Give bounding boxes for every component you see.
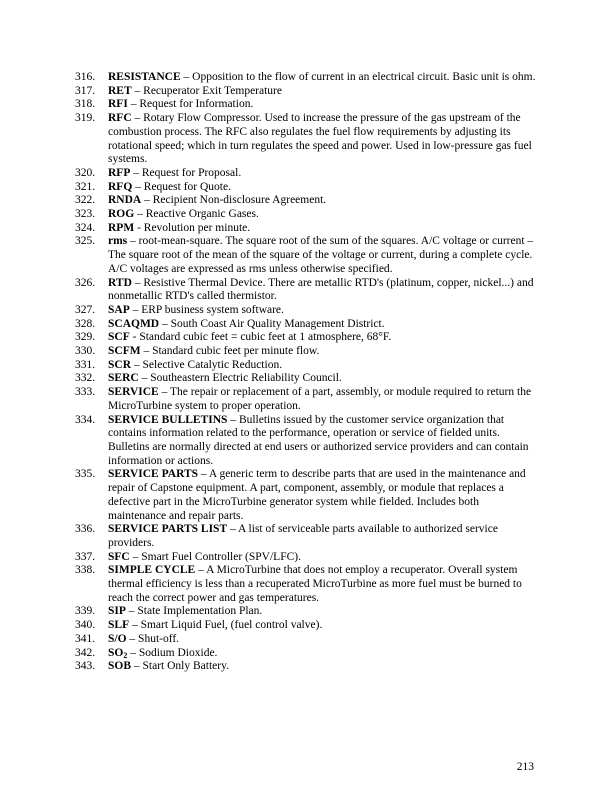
glossary-entry	[75, 605, 538, 619]
entry-term-text: RNDA	[108, 194, 142, 207]
entry-term	[108, 523, 227, 535]
glossary-entry	[75, 221, 538, 236]
entry-term-text: SO	[108, 646, 124, 659]
entry-term-subscript: 2	[123, 650, 128, 660]
entry-definition: - Standard cubic feet = cubic feet at 1 atmosphere, 68°F.	[129, 331, 392, 344]
entry-term	[108, 235, 127, 247]
glossary-entry	[75, 112, 538, 167]
entry-definition: – Request for Quote.	[132, 180, 231, 193]
entry-term-text: SERVICE BULLETINS	[108, 413, 228, 426]
entry-term-text: RPM	[108, 221, 135, 234]
glossary-entry	[75, 317, 538, 332]
entry-number: 326.	[75, 276, 96, 289]
entry-term	[108, 647, 127, 659]
entry-term-text: RTD	[108, 276, 132, 289]
glossary-entry	[75, 550, 538, 565]
entry-definition: – Recipient Non-disclosure Agreement.	[141, 194, 327, 207]
entry-term-text: SIMPLE CYCLE	[108, 564, 196, 577]
entry-number: 332.	[75, 372, 96, 385]
glossary-entry	[75, 660, 538, 674]
entry-term-text: RFI	[108, 98, 128, 111]
glossary-entry	[75, 71, 538, 85]
entry-term-text: SFC	[108, 550, 130, 563]
glossary-entry	[75, 208, 538, 222]
glossary-entry	[75, 632, 538, 647]
entry-term-text: SAP	[108, 303, 130, 316]
entry-term-text: SCF	[108, 331, 130, 344]
entry-definition: – Smart Liquid Fuel, (fuel control valve).	[129, 619, 323, 632]
entry-definition: – Selective Catalytic Reduction.	[131, 358, 283, 371]
entry-number: 317.	[75, 84, 96, 97]
entry-definition: – Shut-off.	[126, 632, 180, 645]
entry-number: 321.	[75, 180, 96, 193]
entry-number: 330.	[75, 345, 96, 358]
entry-number: 335.	[75, 468, 96, 481]
entry-term-text: SERVICE PARTS LIST	[108, 523, 228, 536]
entry-number: 343.	[75, 660, 96, 673]
entry-term	[108, 98, 128, 110]
page-number: 213	[516, 761, 534, 773]
entry-term	[108, 181, 132, 193]
entry-term-text: RFP	[108, 166, 131, 179]
entry-term	[108, 660, 131, 672]
entry-number: 339.	[75, 605, 96, 618]
entry-term-text: RESISTANCE	[108, 71, 181, 83]
entry-number: 328.	[75, 317, 96, 330]
entry-term-text: SERVICE	[108, 386, 159, 399]
entry-term	[108, 318, 159, 330]
entry-number: 318.	[75, 98, 96, 111]
glossary-list	[75, 71, 538, 674]
entry-definition: – root-mean-square. The square root of the sum of the squares. A/C voltage or current – The square root of the mean of the square of the voltage or current, during a complete cycle. A/C voltages are expressed as rms unless otherwise specified.	[108, 235, 534, 275]
glossary-entry	[75, 166, 538, 181]
entry-definition: – Start Only Battery.	[131, 660, 229, 673]
entry-definition: – Standard cubic feet per minute flow.	[140, 345, 320, 358]
entry-definition: – Reactive Organic Gases.	[134, 208, 259, 221]
entry-term-text: SIP	[108, 605, 126, 618]
entry-term	[108, 277, 132, 289]
entry-number: 333.	[75, 386, 96, 399]
entry-term-text: SCAQMD	[108, 317, 160, 330]
entry-number: 340.	[75, 619, 96, 632]
entry-term	[108, 167, 130, 179]
entry-number: 338.	[75, 564, 96, 577]
glossary-entry	[75, 619, 538, 633]
entry-term-text: ROG	[108, 208, 135, 221]
entry-term-text: SOB	[108, 660, 132, 673]
entry-term-text: SCR	[108, 358, 132, 371]
entry-number: 325.	[75, 235, 96, 248]
entry-term-text: SCFM	[108, 345, 141, 358]
glossary-entry	[75, 358, 538, 373]
entry-number: 342.	[75, 646, 96, 659]
entry-term	[108, 551, 130, 563]
glossary-entry	[75, 303, 538, 318]
entry-term	[108, 359, 131, 371]
entry-definition: – A list of serviceable parts available to authorized service providers.	[108, 523, 498, 549]
entry-number: 337.	[75, 550, 96, 563]
entry-term	[108, 414, 227, 426]
glossary-entry	[75, 331, 538, 345]
entry-definition: – Request for Proposal.	[130, 166, 242, 179]
entry-term	[108, 112, 132, 124]
entry-definition: – A generic term to describe parts that are used in the maintenance and repair of Capstone equipment. A part, component, assembly, or module that replaces a defective part in the MicroTurbine generator system while fielded. Includes both maintenance and repair parts.	[108, 468, 526, 522]
entry-term	[108, 386, 159, 398]
glossary-entry	[75, 235, 538, 276]
glossary-entry	[75, 372, 538, 386]
entry-number: 322.	[75, 194, 96, 207]
glossary-entry	[75, 564, 538, 605]
glossary-entry	[75, 345, 538, 359]
entry-number: 324.	[75, 221, 96, 234]
entry-definition: – Smart Fuel Controller (SPV/LFC).	[129, 550, 301, 563]
entry-definition: – A MicroTurbine that does not employ a recuperator. Overall system thermal efficiency is less than a recuperated MicroTurbine as more fuel must be burned to reach the correct power and gas temperatures.	[108, 564, 522, 604]
glossary-entry	[75, 194, 538, 208]
entry-number: 316.	[75, 71, 96, 83]
entry-term	[108, 605, 126, 617]
entry-definition: – Request for Information.	[127, 98, 254, 111]
entry-term	[108, 633, 127, 645]
entry-term	[108, 564, 195, 576]
entry-term-text: S/O	[108, 632, 127, 645]
entry-term	[108, 208, 134, 220]
entry-definition: – ERP business system software.	[129, 303, 284, 316]
entry-definition: – Recuperator Exit Temperature	[131, 84, 282, 97]
entry-term	[108, 372, 139, 384]
entry-term	[108, 345, 141, 357]
entry-definition: – The repair or replacement of a part, assembly, or module required to return the MicroTurbine system to proper operation.	[108, 386, 532, 412]
entry-number: 319.	[75, 112, 96, 125]
entry-number: 336.	[75, 523, 96, 536]
entry-number: 331.	[75, 358, 96, 371]
entry-term-text: SERC	[108, 372, 139, 385]
entry-term-text: SERVICE PARTS	[108, 468, 199, 481]
entry-number: 320.	[75, 166, 96, 179]
glossary-entry	[75, 413, 538, 469]
entry-term	[108, 331, 130, 343]
entry-number: 323.	[75, 208, 96, 221]
glossary-entry	[75, 386, 538, 413]
entry-definition: – Southeastern Electric Reliability Council.	[138, 372, 342, 385]
entry-term	[108, 304, 130, 316]
entry-term	[108, 619, 129, 631]
entry-term-text: RET	[108, 84, 132, 97]
entry-definition: – South Coast Air Quality Management District.	[159, 317, 385, 330]
glossary-entry	[75, 523, 538, 550]
glossary-entry	[75, 646, 538, 661]
glossary-entry	[75, 276, 538, 304]
entry-definition: – State Implementation Plan.	[125, 605, 263, 618]
entry-definition: – Bulletins issued by the customer service organization that contains information related to the performance, operation or service of fielded units. Bulletins are normally directed at end users or authorized service providers and can contain information or actions.	[108, 413, 529, 467]
entry-number: 341.	[75, 632, 96, 645]
glossary-entry	[75, 468, 538, 523]
entry-number: 334.	[75, 413, 96, 426]
entry-term	[108, 222, 134, 234]
entry-definition: - Revolution per minute.	[134, 221, 251, 234]
entry-definition: – Sodium Dioxide.	[127, 646, 218, 659]
glossary-entry	[75, 98, 538, 112]
entry-term	[108, 71, 181, 83]
entry-number: 329.	[75, 331, 96, 344]
entry-term-text: RFC	[108, 112, 132, 125]
entry-term	[108, 468, 198, 480]
entry-term-text: SLF	[108, 619, 130, 632]
entry-term	[108, 85, 132, 97]
entry-definition: – Resistive Thermal Device. There are metallic RTD's (platinum, copper, nickel...) and nonmetallic RTD's called thermistor.	[108, 276, 534, 303]
entry-definition: – Rotary Flow Compressor. Used to increase the pressure of the gas upstream of the combustion process. The RFC also regulates the fuel flow requirements by adjusting its rotational speed; which in turn regulates the speed and power. Used in low-pressure gas fuel systems.	[108, 112, 532, 166]
entry-number: 327.	[75, 303, 96, 316]
glossary-entry	[75, 84, 538, 99]
glossary-entry	[75, 180, 538, 195]
entry-term-text: rms	[108, 235, 128, 248]
entry-term-text: RFQ	[108, 180, 133, 193]
entry-definition: – Opposition to the flow of current in an electrical circuit. Basic unit is ohm.	[180, 71, 536, 83]
entry-term	[108, 194, 141, 206]
